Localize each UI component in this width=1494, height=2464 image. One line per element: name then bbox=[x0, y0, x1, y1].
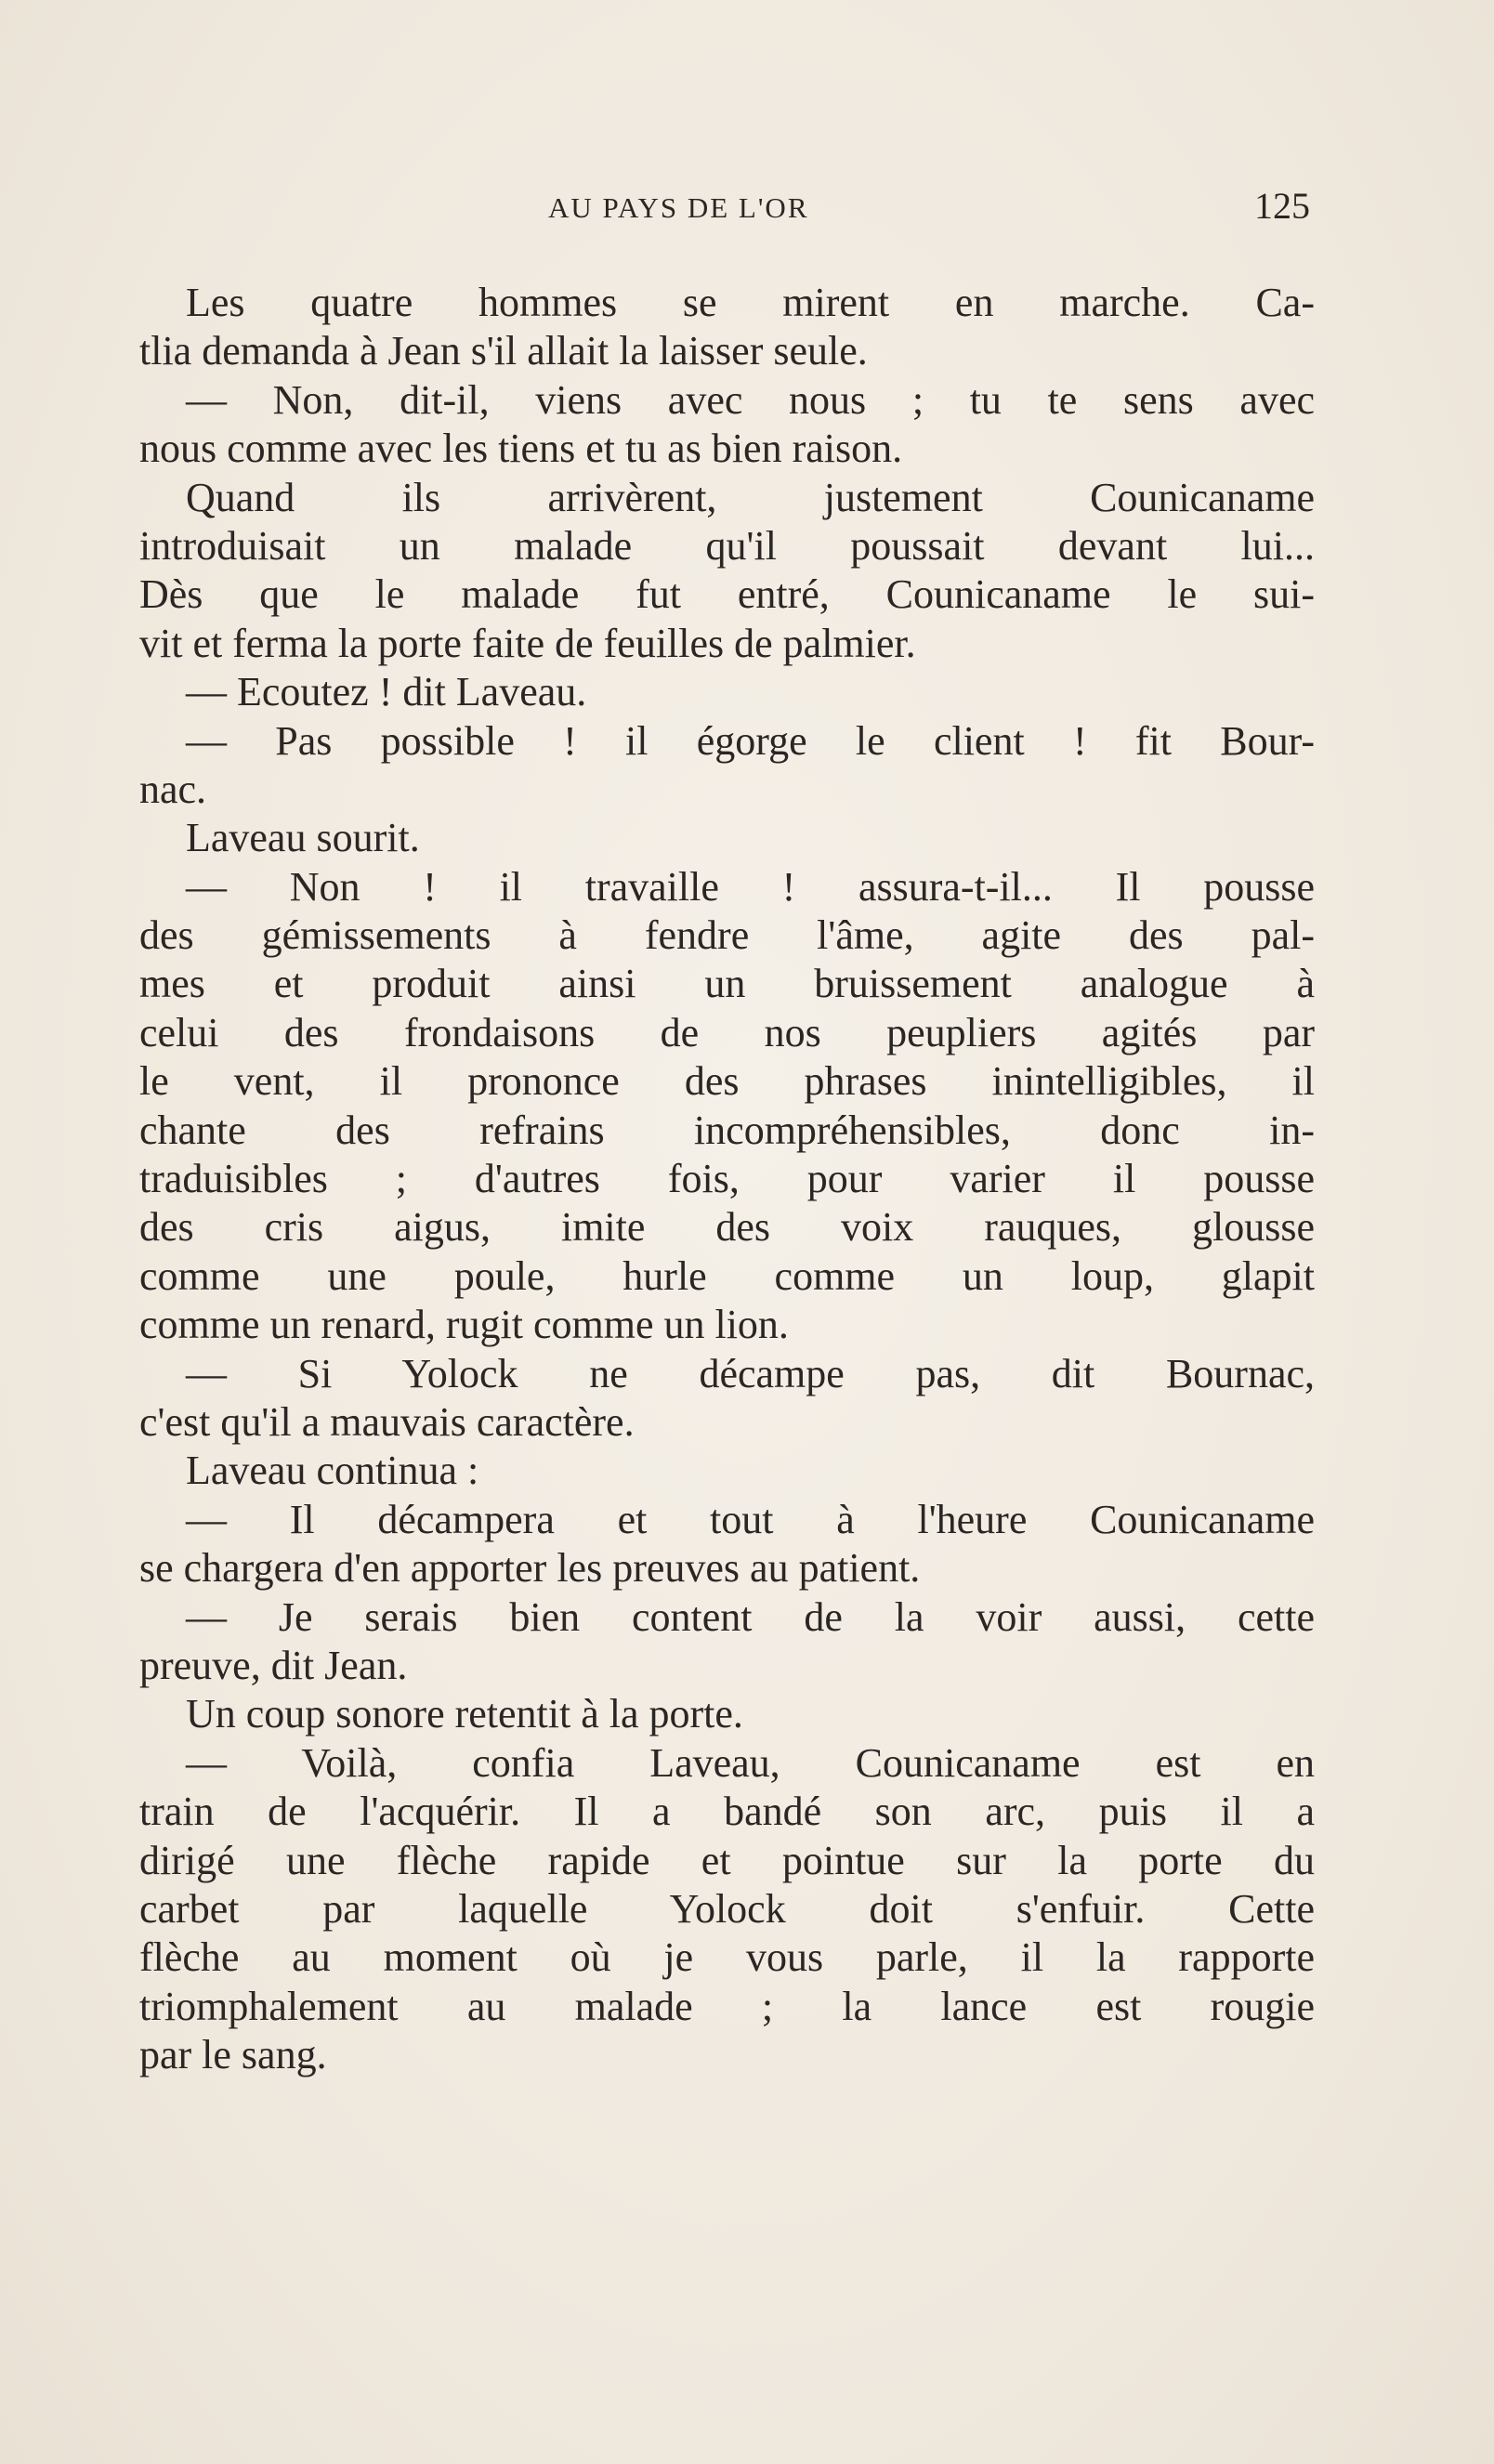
text-line: comme un renard, rugit comme un lion. bbox=[139, 1302, 789, 1348]
running-head: AU PAYS DE L'OR bbox=[548, 191, 809, 224]
text-line: mes et produit ainsi un bruissement analogue à bbox=[139, 961, 1315, 1007]
text-line: traduisibles ; d'autres fois, pour varier il pousse bbox=[139, 1156, 1315, 1202]
text-line: Un coup sonore retentit à la porte. bbox=[186, 1691, 743, 1737]
text-line: chante des refrains incompréhensibles, donc in- bbox=[139, 1107, 1315, 1153]
text-line: vit et ferma la porte faite de feuilles de palmier. bbox=[139, 620, 916, 666]
text-line: dirigé une flèche rapide et pointue sur la porte du bbox=[139, 1837, 1315, 1883]
text-line: — Pas possible ! il égorge le client ! fit Bour- bbox=[186, 717, 1315, 764]
text-line: preuve, dit Jean. bbox=[139, 1642, 408, 1688]
text-line: celui des frondaisons de nos peupliers agités par bbox=[139, 1009, 1315, 1055]
text-line: flèche au moment où je vous parle, il la rapporte bbox=[139, 1934, 1315, 1981]
text-line: carbet par laquelle Yolock doit s'enfuir. Cette bbox=[139, 1885, 1315, 1932]
page-number: 125 bbox=[1254, 185, 1310, 227]
text-line: Dès que le malade fut entré, Counicaname le sui- bbox=[139, 571, 1315, 618]
text-line: des gémissements à fendre l'âme, agite des pal- bbox=[139, 912, 1315, 959]
text-line: tlia demanda à Jean s'il allait la laisser seule. bbox=[139, 328, 868, 374]
text-line: se chargera d'en apporter les preuves au patient. bbox=[139, 1545, 921, 1592]
text-line: comme une poule, hurle comme un loup, glapit bbox=[139, 1252, 1315, 1299]
text-line: Les quatre hommes se mirent en marche. Ca- bbox=[186, 280, 1315, 325]
text-line: nac. bbox=[139, 766, 207, 812]
text-line: Quand ils arrivèrent, justement Counicaname bbox=[186, 474, 1315, 520]
text-line: — Il décampera et tout à l'heure Counicaname bbox=[186, 1496, 1315, 1542]
text-line: — Voilà, confia Laveau, Counicaname est en bbox=[186, 1739, 1315, 1786]
page-header bbox=[139, 182, 1310, 238]
text-line: — Non, dit-il, viens avec nous ; tu te sens avec bbox=[186, 376, 1315, 423]
text-line: des cris aigus, imite des voix rauques, glousse bbox=[139, 1204, 1315, 1251]
text-line: — Je serais bien content de la voir aussi, cette bbox=[186, 1593, 1315, 1640]
text-line: par le sang. bbox=[139, 2032, 327, 2078]
text-line: — Si Yolock ne décampe pas, dit Bournac, bbox=[186, 1350, 1315, 1396]
text-line: Laveau sourit. bbox=[186, 815, 420, 861]
text-line: c'est qu'il a mauvais caractère. bbox=[139, 1398, 635, 1445]
text-line: — Non ! il travaille ! assura-t-il... Il pousse bbox=[186, 863, 1315, 910]
body-text bbox=[139, 279, 1315, 2079]
text-line: train de l'acquérir. Il a bandé son arc, puis il a bbox=[139, 1789, 1315, 1835]
text-line: le vent, il prononce des phrases inintelligibles, il bbox=[139, 1058, 1315, 1105]
text-line: Laveau continua : bbox=[186, 1448, 479, 1494]
text-line: nous comme avec les tiens et tu as bien raison. bbox=[139, 426, 903, 472]
text-line: — Ecoutez ! dit Laveau. bbox=[186, 669, 587, 715]
text-line: triomphalement au malade ; la lance est rougie bbox=[139, 1983, 1315, 2029]
text-line: introduisait un malade qu'il poussait devant lui... bbox=[139, 522, 1315, 569]
